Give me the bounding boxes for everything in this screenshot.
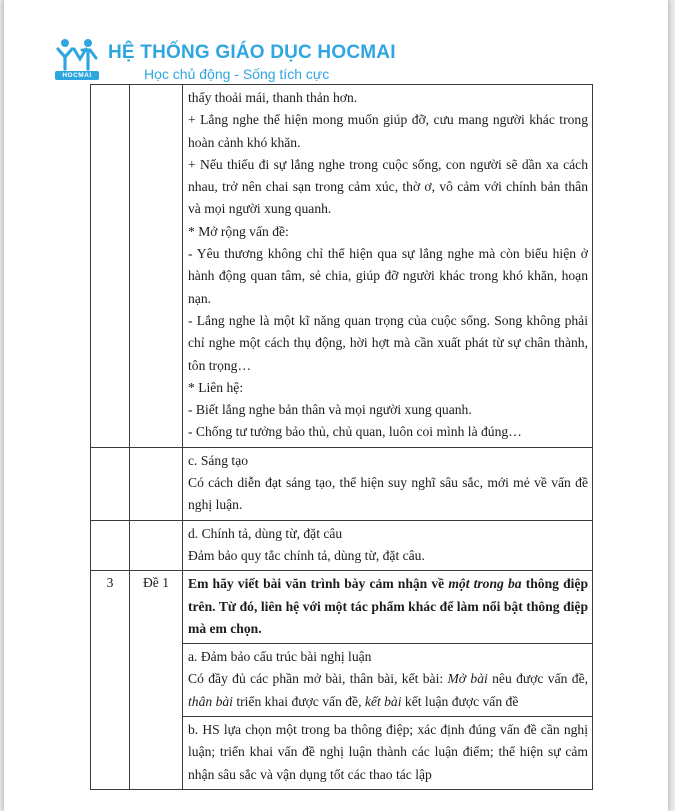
table-row	[91, 447, 593, 520]
question-text	[183, 571, 592, 643]
table-row	[91, 571, 593, 644]
content-line: - Lắng nghe là một kĩ năng quan trọng của cuộc sống. Song không phải chỉ nghe một cách thụ động, hời hợt mà cần xuất phát từ sự chân thành, tôn trọng…	[188, 312, 588, 373]
content-cell	[183, 520, 593, 571]
content-cell	[183, 85, 593, 448]
text-emphasis: thân bài	[188, 693, 233, 709]
criterion-text: b. HS lựa chọn một trong ba thông điệp; xác định đúng vấn đề cần nghị luận; triển khai vấn đề nghị luận thành các luận điểm; thể hiện sự cảm nhận sâu sắc và vận dụng tốt các thao tác lập	[188, 722, 588, 782]
content-line: - Biết lắng nghe bản thân và mọi người xung quanh.	[188, 402, 472, 418]
content-line: + Lắng nghe thể hiện mong muốn giúp đỡ, cưu mang người khác trong hoàn cảnh khó khăn.	[188, 112, 588, 150]
document-page	[4, 0, 668, 811]
question-number: 3	[91, 571, 130, 790]
brand-title: HỆ THỐNG GIÁO DỤC HOCMAI	[108, 42, 396, 63]
question-emphasis: một trong ba	[448, 576, 522, 592]
question-de: Đề 1	[130, 571, 183, 790]
criterion-text	[188, 668, 588, 713]
text-run: kết luận được vấn đề	[401, 693, 519, 709]
content-line: + Nếu thiếu đi sự lắng nghe trong cuộc sống, con người sẽ dần xa cách nhau, trở nên chai sạn trong cảm xúc, thờ ơ, vô cảm với chính bản thân và mọi người xung quanh.	[188, 156, 588, 217]
content-line: * Mở rộng vấn đề:	[188, 223, 289, 239]
text-emphasis: kết bài	[364, 693, 402, 709]
brand-slogan: Học chủ động - Sống tích cực	[144, 66, 330, 82]
grading-table	[90, 84, 593, 790]
content-line: - Yêu thương không chỉ thể hiện qua sự lắng nghe mà còn biểu hiện ở hành động quan tâm, sẻ chia, giúp đỡ người khác trong khó khăn, hoạn nạn.	[188, 246, 588, 306]
text-run: Có đầy đủ các phần mở bài, thân bài, kết bài:	[188, 671, 448, 687]
de-cell	[130, 447, 183, 520]
de-cell	[130, 85, 183, 448]
content-line: thấy thoải mái, thanh thản hơn.	[188, 90, 358, 105]
content-cell	[183, 447, 593, 520]
table-row	[91, 85, 593, 448]
number-cell	[91, 85, 130, 448]
number-cell	[91, 447, 130, 520]
criterion-text: Đảm bảo quy tắc chính tả, dùng từ, đặt câu.	[188, 547, 425, 563]
criterion-heading: d. Chính tả, dùng từ, đặt câu	[188, 525, 343, 541]
content-cell	[183, 644, 593, 717]
content-line: - Chống tư tưởng bảo thủ, chủ quan, luôn coi mình là đúng…	[188, 424, 522, 440]
text-run: triển khai được vấn đề,	[232, 693, 365, 709]
content-line: * Liên hệ:	[188, 379, 244, 395]
criterion-heading: a. Đảm bảo cấu trúc bài nghị luận	[188, 649, 372, 665]
table-row	[91, 520, 593, 571]
logo-tag: HOCMAI	[55, 71, 99, 80]
text-run: nêu được vấn đề,	[487, 671, 588, 687]
question-part: thông điệp trên. Từ đó, liên hệ với một tác phẩm khác để làm nổi bật thông điệp mà em chọn.	[188, 576, 589, 636]
de-cell	[130, 520, 183, 571]
number-cell	[91, 520, 130, 571]
question-cell	[183, 571, 593, 644]
criterion-heading: c. Sáng tạo	[188, 452, 249, 468]
question-part: Em hãy viết bài văn trình bày cảm nhận về	[188, 576, 449, 592]
content-cell	[183, 717, 593, 790]
text-emphasis: Mở bài	[447, 671, 488, 687]
criterion-text: Có cách diễn đạt sáng tạo, thể hiện suy nghĩ sâu sắc, mới mẻ về vấn đề nghị luận.	[188, 475, 588, 513]
